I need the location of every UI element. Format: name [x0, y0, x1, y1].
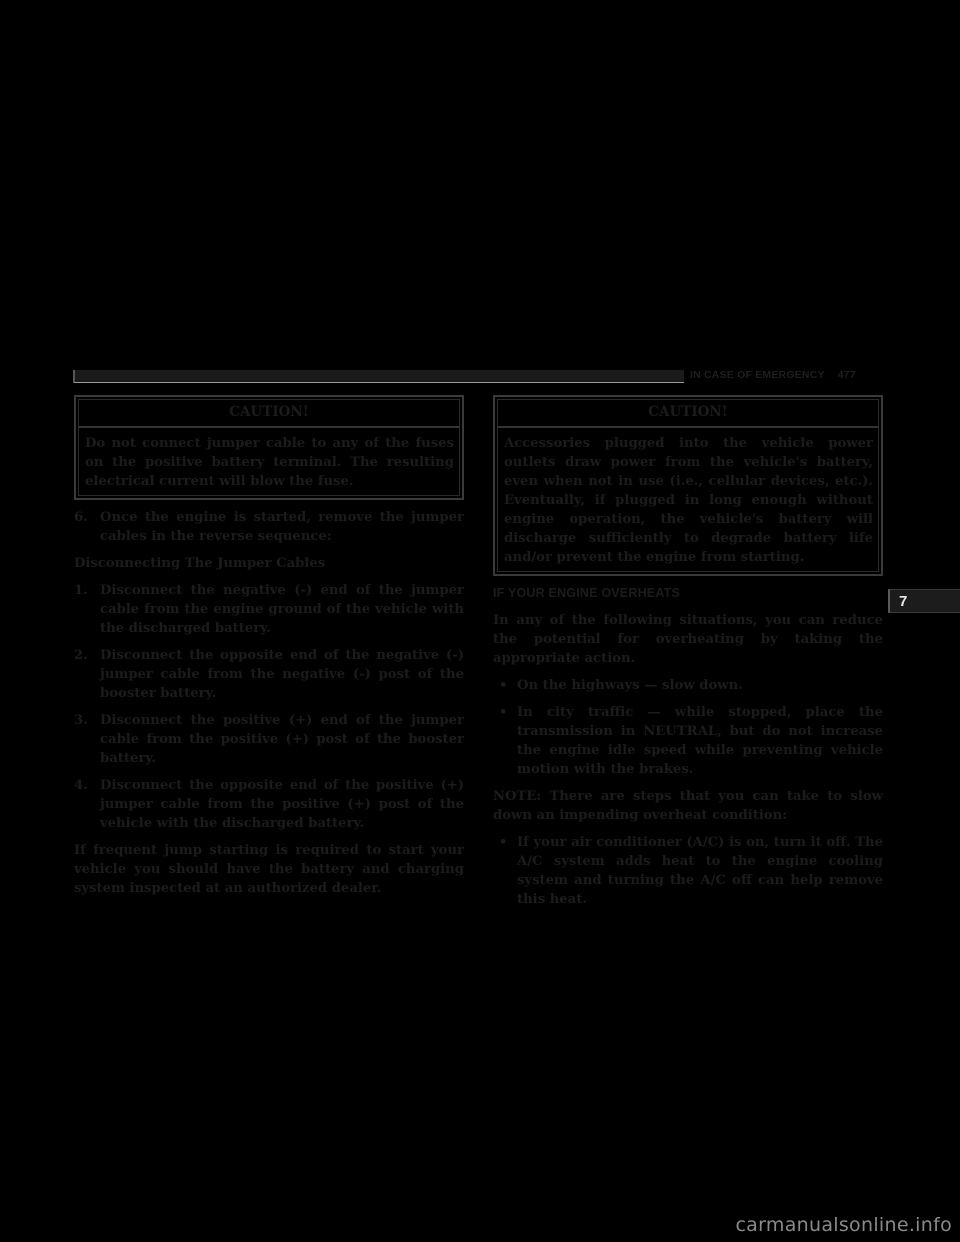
step-number: 3.	[74, 713, 88, 728]
subheading-disconnecting: Disconnecting The Jumper Cables	[74, 556, 326, 571]
step-6-list	[74, 508, 464, 546]
step-text: Disconnect the negative (-) end of the jumper cable from the engine ground of the vehicle with the discharged battery.	[100, 583, 464, 636]
note-bullets-list	[493, 833, 883, 909]
step-number: 4.	[74, 778, 88, 793]
list-item-step-6	[74, 508, 464, 546]
step-text: Disconnect the opposite end of the negative (-) jumper cable from the negative (-) post of the booster battery.	[100, 648, 464, 701]
note-paragraph: NOTE: There are steps that you can take to slow down an impending overheat condition:	[493, 789, 883, 823]
step-number: 2.	[74, 648, 88, 663]
bullet-text: If your air conditioner (A/C) is on, turn it off. The A/C system adds heat to the engine cooling system and turning the A/C off can help remove this heat.	[517, 835, 883, 907]
bullet-icon: •	[499, 835, 508, 850]
list-item-bullet	[493, 676, 883, 695]
bullet-icon: •	[499, 705, 508, 720]
section-heading-overheats: IF YOUR ENGINE OVERHEATS	[493, 586, 681, 600]
caution-body: Do not connect jumper cable to any of the fuses on the positive battery terminal. The resulting electrical current will blow the fuse.	[85, 436, 454, 489]
list-item-step	[74, 581, 464, 638]
list-item-bullet	[493, 703, 883, 779]
watermark-link[interactable]: carmanualsonline.info	[735, 1214, 952, 1236]
caution-title: CAUTION!	[79, 400, 459, 428]
step-text: Disconnect the positive (+) end of the jumper cable from the positive (+) post of the booster battery.	[100, 713, 464, 766]
list-item-step	[74, 776, 464, 833]
intro-paragraph: In any of the following situations, you can reduce the potential for overheating by taking the appropriate action.	[493, 613, 883, 666]
overheat-actions-list	[493, 676, 883, 779]
section-title: IN CASE OF EMERGENCY	[690, 369, 825, 381]
step-number: 1.	[74, 583, 88, 598]
caution-box-accessories	[493, 395, 883, 576]
caution-title: CAUTION!	[498, 400, 878, 428]
step-text: Disconnect the opposite end of the positive (+) jumper cable from the positive (+) post of the vehicle with the discharged battery.	[100, 778, 464, 831]
list-item-step	[74, 711, 464, 768]
list-item-step	[74, 646, 464, 703]
caution-body: Accessories plugged into the vehicle power outlets draw power from the vehicle's battery, even when not in use (i.e., cellular devices, etc.). Eventually, if plugged in long enough without engine operation, the vehicle's battery will discharge sufficiently to degrade battery life and/or prevent the engine from starting.	[504, 436, 873, 565]
left-column	[74, 395, 464, 906]
page-number: 477	[837, 369, 856, 381]
right-column	[493, 395, 883, 917]
bullet-text: In city traffic — while stopped, place the transmission in NEUTRAL, but do not increase the engine idle speed while preventing vehicle motion with the brakes.	[517, 705, 883, 777]
header-rule	[73, 370, 684, 383]
step-text: Once the engine is started, remove the jumper cables in the reverse sequence:	[100, 510, 464, 544]
closing-paragraph: If frequent jump starting is required to start your vehicle you should have the battery and charging system inspected at an authorized dealer.	[74, 843, 464, 896]
step-number: 6.	[74, 510, 88, 525]
disconnect-steps-list	[74, 581, 464, 833]
running-header	[690, 369, 890, 383]
bullet-icon: •	[499, 678, 508, 693]
list-item-bullet	[493, 833, 883, 909]
caution-box-fuse	[74, 395, 464, 500]
bullet-text: On the highways — slow down.	[517, 678, 743, 693]
chapter-tab: 7	[888, 589, 960, 613]
